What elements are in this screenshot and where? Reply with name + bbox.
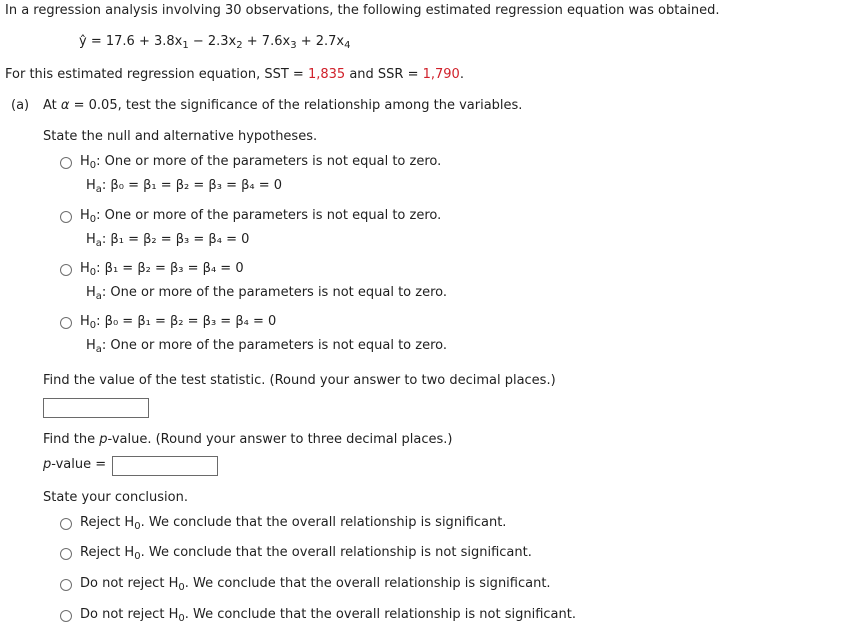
pvalue-prompt: Find the p-value. (Round your answer to three decimal places.) — [43, 432, 453, 447]
hypothesis-line-2: $H_a$: One or more of the parameters is not equal to zero. — [86, 338, 447, 355]
radio-button[interactable] — [60, 211, 72, 223]
conclusion-prompt: State your conclusion. — [43, 490, 188, 505]
part-a-prefix: At — [43, 98, 61, 113]
hypothesis-line-2: $H_a$: One or more of the parameters is not equal to zero. — [86, 285, 447, 302]
equation-term-4: + 2.7x — [300, 34, 345, 49]
part-a-label: (a) — [11, 98, 30, 113]
part-a-suffix: = 0.05, test the significance of the relationship among the variables. — [69, 98, 523, 113]
sst-mid: and SSR = — [345, 67, 423, 82]
radio-button[interactable] — [60, 518, 72, 530]
sst-prefix: For this estimated regression equation, SST = — [5, 67, 308, 82]
hypothesis-line-1: $H_0$: One or more of the parameters is not equal to zero. — [80, 154, 442, 171]
sst-ssr-line — [5, 67, 464, 82]
radio-button[interactable] — [60, 548, 72, 560]
ssr-value: 1,790 — [422, 67, 460, 82]
radio-button[interactable] — [60, 610, 72, 622]
radio-button[interactable] — [60, 157, 72, 169]
problem-intro: In a regression analysis involving 30 observations, the following estimated regression equation was obtained. — [5, 3, 720, 18]
sst-value: 1,835 — [307, 67, 346, 82]
regression-equation — [79, 34, 350, 49]
radio-button[interactable] — [60, 317, 72, 329]
hypothesis-line-1: $H_0$: β₀ = β₁ = β₂ = β₃ = β₄ = 0 — [80, 314, 277, 331]
equation-sub-4: 4 — [344, 40, 351, 51]
equation-sub-3: 3 — [290, 40, 297, 51]
part-a-question — [43, 98, 522, 113]
radio-button[interactable] — [60, 579, 72, 591]
sst-suffix: . — [459, 67, 464, 82]
hypotheses-prompt: State the null and alternative hypotheses. — [43, 129, 318, 144]
equation-sub-1: 1 — [182, 40, 189, 51]
conclusion-text: Reject $H_0$. We conclude that the overall relationship is significant. — [80, 515, 507, 532]
equation-term-2: − 2.3x — [192, 34, 237, 49]
equation-sub-2: 2 — [236, 40, 243, 51]
conclusion-text: Reject $H_0$. We conclude that the overall relationship is not significant. — [80, 545, 532, 562]
radio-button[interactable] — [60, 264, 72, 276]
hypothesis-line-1: $H_0$: β₁ = β₂ = β₃ = β₄ = 0 — [80, 261, 244, 278]
equation-term-3: + 7.6x — [246, 34, 291, 49]
conclusion-text: Do not reject $H_0$. We conclude that the overall relationship is significant. — [80, 576, 551, 593]
pvalue-input[interactable] — [112, 456, 218, 476]
equation-intercept-term: = 17.6 + 3.8x — [90, 34, 183, 49]
test-statistic-input[interactable] — [43, 398, 149, 418]
alpha-symbol: α — [60, 98, 70, 113]
hypothesis-line-2: $H_a$: β₁ = β₂ = β₃ = β₄ = 0 — [86, 232, 250, 249]
test-statistic-prompt: Find the value of the test statistic. (Round your answer to two decimal places.) — [43, 373, 556, 388]
hypothesis-line-1: $H_0$: One or more of the parameters is not equal to zero. — [80, 208, 442, 225]
hypothesis-line-2: $H_a$: β₀ = β₁ = β₂ = β₃ = β₄ = 0 — [86, 178, 283, 195]
yhat-symbol: ŷ — [79, 34, 87, 49]
pvalue-label: p-value = — [43, 457, 107, 472]
conclusion-text: Do not reject $H_0$. We conclude that the overall relationship is not significant. — [80, 607, 576, 624]
